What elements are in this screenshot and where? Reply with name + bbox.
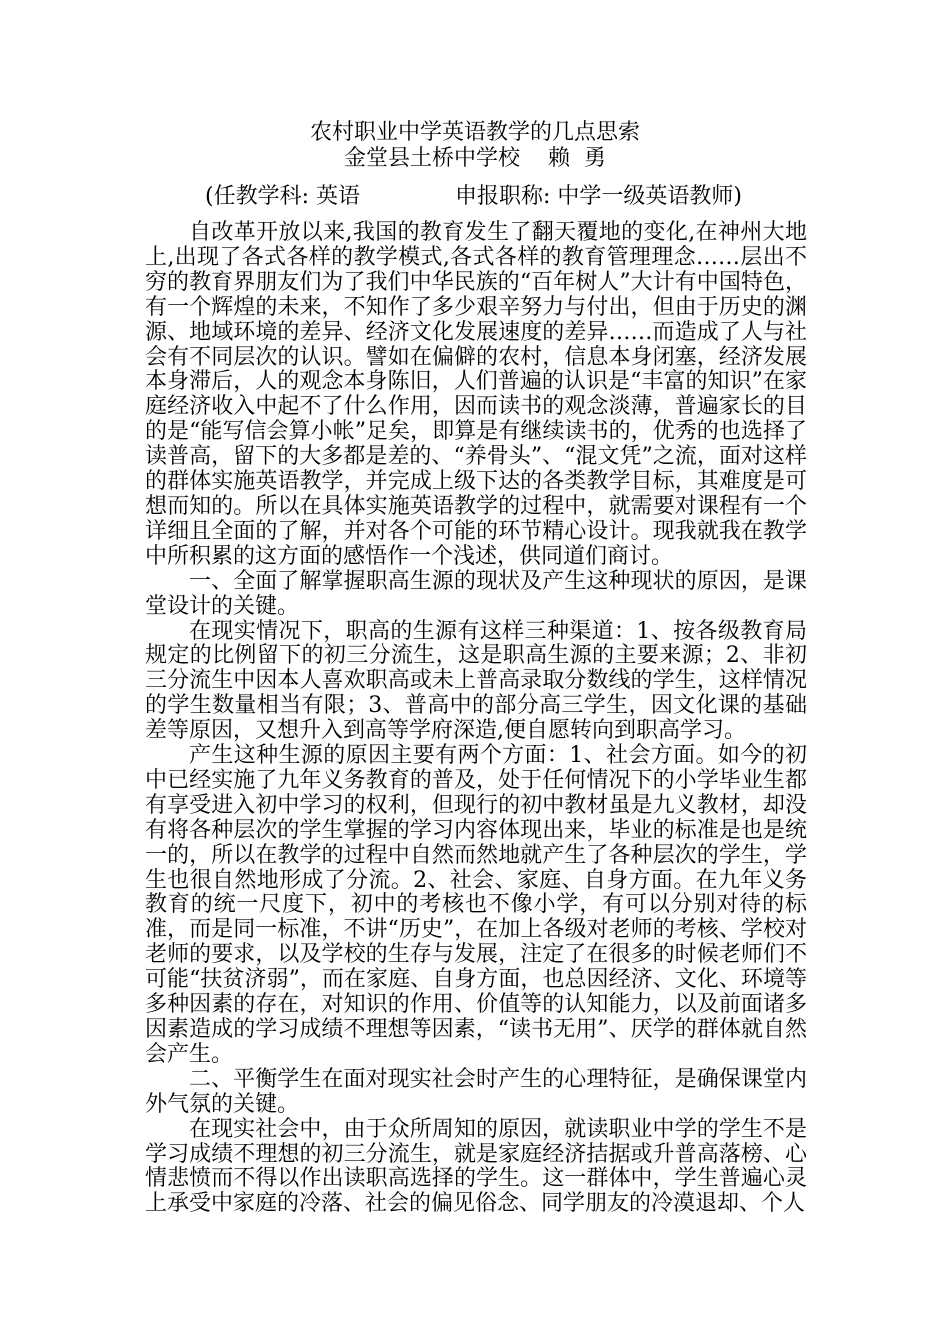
section-heading-1: 一、全面了解掌握职高生源的现状及产生这种现状的原因，是课堂设计的关键。 [145, 568, 807, 619]
applied-title: 申报职称: 中学一级英语教师) [455, 184, 742, 209]
school-and-author: 金堂县土桥中学校 赖 勇 [344, 146, 606, 171]
teaching-subject: (任教学科: 英语 [205, 184, 360, 209]
paragraph-source-reasons: 产生这种生源的原因主要有两个方面：1、社会方面。如今的初中已经实施了九年义务教育的普及，处于任何情况下的小学毕业生都有享受进入初中学习的权利，但现行的初中教材虽是九义教材，却没有将各种层次的学生掌握的学习内容体现出来，毕业的标准是也是统一的，所以在教学的过程中自然而然地就产生了各种层次的学生，学生也很自然地形成了分流。2、社会、家庭、自身方面。在九年义务教育的统一尺度下，初中的考核也不像小学，有可以分别对待的标准，而是同一标准，不讲“历史”，在加上各级对老师的考核、学校对老师的要求，以及学校的生存与发展，注定了在很多的时候老师们不可能“扶贫济弱”，而在家庭、自身方面，也总因经济、文化、环境等多种因素的存在，对知识的作用、价值等的认知能力，以及前面诸多因素造成的学习成绩不理想等因素，“读书无用”、厌学的群体就自然会产生。 [145, 743, 807, 1067]
paragraph-student-sources: 在现实情况下，职高的生源有这样三种渠道：1、按各级教育局规定的比例留下的初三分流生，这是职高生源的主要来源；2、非初三分流生中因本人喜欢职高或未上普高录取分数线的学生，这样情况的学生数量相当有限；3、普高中的部分高三学生，因文化课的基础差等原因，又想升入到高等学府深造,便自愿转向到职高学习。 [145, 618, 807, 744]
section-heading-2: 二、平衡学生在面对现实社会时产生的心理特征，是确保课堂内外气氛的关键。 [145, 1066, 807, 1117]
paragraph-intro: 自改革开放以来,我国的教育发生了翻天覆地的变化,在神州大地上,出现了各式各样的教学模式,各式各样的教育管理理念……层出不穷的教育界朋友们为了我们中华民族的“百年树人”大计有中国特色，有一个辉煌的未来，不知作了多少艰辛努力与付出，但由于历史的渊源、地域环境的差异、经济文化发展速度的差异……而造成了人与社会有不同层次的认识。譬如在偏僻的农村，信息本身闭塞，经济发展本身滞后，人的观念本身陈旧，人们普遍的认识是“丰富的知识”在家庭经济收入中起不了什么作用，因而读书的观念淡薄，普遍家长的目的是“能写信会算小帐”足矣，即算是有继续读书的，优秀的也选择了读普高，留下的大多都是差的、“养骨头”、“混文凭”之流，面对这样的群体实施英语教学，并完成上级下达的各类教学目标，其难度是可想而知的。所以在具体实施英语教学的过程中，就需要对课程有一个详细且全面的了解，并对各个可能的环节精心设计。现我就我在教学中所积累的这方面的感悟作一个浅述，供同道们商讨。 [145, 220, 807, 569]
document-body [145, 221, 807, 1217]
document-title: 农村职业中学英语教学的几点思索 [309, 120, 640, 145]
paragraph-psychology: 在现实社会中，由于众所周知的原因，就读职业中学的学生不是学习成绩不理想的初三分流生，就是家庭经济拮据或升普高落榜、心情悲愤而不得以作出读职高选择的学生。这一群体中，学生普遍心灵上承受中家庭的冷落、社会的偏见俗念、同学朋友的冷漠退却、个人 [145, 1116, 807, 1217]
